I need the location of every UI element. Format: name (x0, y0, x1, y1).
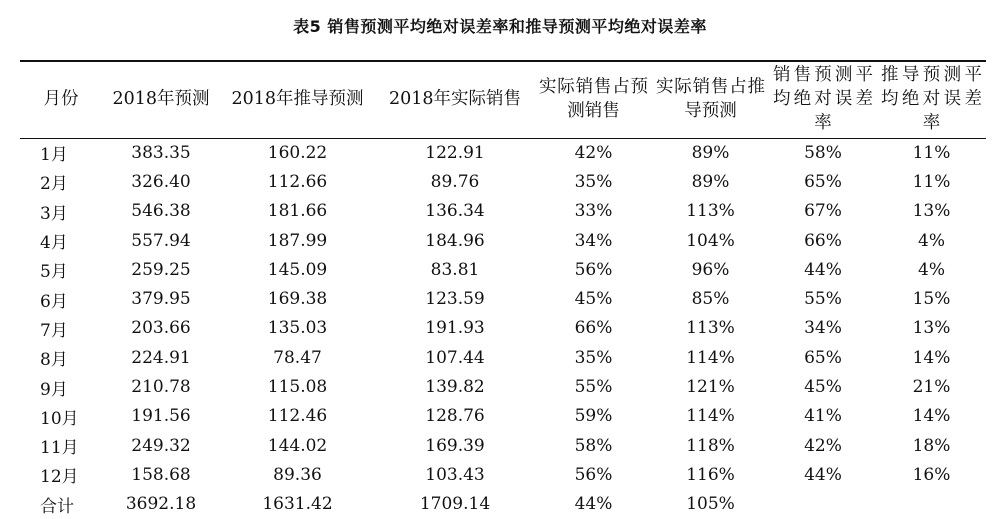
cell-actual-vs-forecast: 35% (574, 347, 613, 368)
cell-actual-vs-derived: 116% (686, 464, 735, 485)
cell-actual-vs-derived: 96% (691, 259, 730, 280)
cell-derived-forecast: 78.47 (273, 347, 322, 368)
cell-actual-vs-forecast: 44% (574, 494, 613, 515)
cell-actual-vs-derived: 89% (691, 142, 730, 163)
cell-actual-sales: 169.39 (425, 435, 485, 456)
cell-forecast: 210.78 (131, 377, 191, 398)
cell-derived-mape (877, 490, 986, 519)
cell-derived-forecast: 145.09 (267, 259, 328, 280)
cell-month: 10月 (40, 408, 79, 429)
cell-actual-vs-forecast: 58% (574, 435, 613, 456)
table-header-row (20, 60, 986, 138)
cell-derived-mape: 16% (912, 464, 951, 485)
cell-derived-mape: 21% (912, 377, 951, 398)
cell-month: 2月 (40, 174, 68, 195)
header-2018-forecast: 2018年预测 (112, 89, 210, 109)
table-row-total (20, 490, 986, 519)
cell-actual-vs-derived: 105% (686, 494, 735, 515)
header-month: 月份 (43, 89, 79, 109)
cell-derived-mape: 14% (912, 347, 951, 368)
cell-actual-vs-derived: 121% (686, 377, 735, 398)
cell-actual-vs-forecast: 35% (574, 171, 613, 192)
table-row (20, 314, 986, 343)
cell-derived-mape: 14% (912, 406, 951, 427)
cell-actual-vs-derived: 89% (691, 171, 730, 192)
cell-derived-mape: 18% (912, 435, 951, 456)
cell-derived-mape: 11% (912, 142, 951, 163)
cell-actual-sales: 123.59 (425, 289, 485, 310)
cell-derived-forecast: 115.08 (267, 377, 328, 398)
cell-actual-sales: 128.76 (425, 406, 485, 427)
cell-actual-vs-forecast: 66% (574, 318, 613, 339)
header-2018-derived-forecast: 2018年推导预测 (231, 89, 364, 109)
cell-derived-mape: 4% (918, 230, 945, 251)
cell-derived-forecast: 112.66 (267, 171, 328, 192)
cell-forecast: 326.40 (131, 171, 191, 192)
cell-actual-vs-forecast: 42% (574, 142, 613, 163)
cell-actual-sales: 89.76 (430, 171, 480, 192)
table-row (20, 226, 986, 255)
cell-derived-forecast: 187.99 (267, 230, 328, 251)
cell-actual-sales: 107.44 (425, 347, 485, 368)
cell-month: 5月 (40, 262, 68, 283)
cell-actual-vs-forecast: 34% (574, 230, 613, 251)
table-row (20, 431, 986, 460)
cell-actual-sales: 184.96 (425, 230, 485, 251)
cell-month: 7月 (40, 320, 68, 341)
cell-actual-vs-forecast: 33% (574, 201, 613, 222)
table-row (20, 167, 986, 196)
cell-derived-forecast: 181.66 (267, 201, 328, 222)
cell-forecast-mape: 67% (804, 201, 842, 222)
table-row (20, 460, 986, 489)
cell-derived-mape: 15% (912, 289, 951, 310)
cell-month: 6月 (40, 291, 68, 312)
cell-forecast-mape: 65% (804, 171, 842, 192)
cell-actual-sales: 122.91 (425, 142, 485, 163)
cell-actual-vs-forecast: 56% (574, 464, 613, 485)
cell-forecast: 191.56 (131, 406, 191, 427)
table-row (20, 284, 986, 313)
cell-month: 合计 (40, 496, 74, 517)
cell-forecast-mape: 58% (804, 142, 842, 163)
table-row (20, 255, 986, 284)
cell-forecast-mape (769, 490, 877, 519)
cell-derived-mape: 11% (912, 171, 951, 192)
cell-month: 8月 (40, 350, 68, 371)
header-forecast-mape: 销售预测平均绝对误差率 (773, 65, 873, 133)
table-row (20, 402, 986, 431)
cell-actual-sales: 139.82 (425, 377, 485, 398)
error-rate-table (20, 60, 986, 519)
cell-forecast: 259.25 (131, 259, 191, 280)
cell-forecast: 557.94 (131, 230, 191, 251)
cell-forecast-mape: 66% (804, 230, 842, 251)
cell-forecast-mape: 65% (804, 347, 842, 368)
table-row (20, 343, 986, 372)
cell-derived-forecast: 169.38 (267, 289, 328, 310)
cell-actual-sales: 136.34 (425, 201, 485, 222)
cell-actual-vs-derived: 114% (686, 347, 735, 368)
cell-actual-vs-forecast: 59% (574, 406, 613, 427)
header-derived-mape: 推导预测平均绝对误差率 (881, 65, 982, 133)
cell-derived-forecast: 144.02 (267, 435, 328, 456)
cell-forecast: 379.95 (131, 289, 191, 310)
cell-forecast-mape: 44% (804, 259, 842, 280)
cell-derived-mape: 4% (918, 259, 945, 280)
cell-forecast-mape: 55% (804, 289, 842, 310)
cell-actual-vs-derived: 118% (686, 435, 735, 456)
table-row (20, 197, 986, 226)
cell-forecast-mape: 44% (804, 464, 842, 485)
cell-actual-sales: 83.81 (430, 259, 480, 280)
cell-month: 4月 (40, 233, 68, 254)
header-actual-vs-forecast: 实际销售占预测销售 (539, 77, 648, 121)
table-title: 表5 销售预测平均绝对误差率和推导预测平均绝对误差率 (293, 17, 707, 36)
cell-forecast-mape: 41% (804, 406, 842, 427)
cell-forecast-mape: 34% (804, 318, 842, 339)
cell-forecast-mape: 45% (804, 377, 842, 398)
cell-forecast: 249.32 (131, 435, 191, 456)
cell-derived-forecast: 135.03 (267, 318, 328, 339)
cell-derived-forecast: 1631.42 (262, 494, 333, 515)
cell-actual-vs-derived: 113% (686, 201, 735, 222)
table-row (20, 372, 986, 401)
cell-month: 1月 (40, 145, 68, 166)
cell-forecast: 3692.18 (125, 494, 197, 515)
cell-actual-vs-derived: 104% (686, 230, 735, 251)
cell-forecast: 383.35 (131, 142, 191, 163)
cell-actual-vs-derived: 85% (691, 289, 730, 310)
cell-derived-mape: 13% (912, 201, 951, 222)
cell-actual-vs-derived: 114% (686, 406, 735, 427)
table-row (20, 138, 986, 167)
cell-actual-sales: 1709.14 (419, 494, 491, 515)
cell-derived-forecast: 112.46 (267, 406, 328, 427)
cell-actual-vs-forecast: 56% (574, 259, 613, 280)
cell-derived-forecast: 160.22 (267, 142, 328, 163)
cell-actual-sales: 103.43 (425, 464, 485, 485)
cell-actual-vs-derived: 113% (686, 318, 735, 339)
header-actual-vs-derived: 实际销售占推导预测 (656, 77, 765, 121)
cell-month: 12月 (40, 467, 79, 488)
cell-derived-forecast: 89.36 (273, 464, 322, 485)
cell-forecast: 546.38 (131, 201, 191, 222)
cell-forecast: 203.66 (131, 318, 191, 339)
cell-forecast-mape: 42% (804, 435, 842, 456)
cell-actual-vs-forecast: 45% (574, 289, 613, 310)
header-2018-actual-sales: 2018年实际销售 (388, 89, 522, 109)
cell-forecast: 224.91 (131, 347, 191, 368)
cell-month: 3月 (40, 203, 68, 224)
cell-month: 11月 (40, 438, 79, 459)
cell-actual-sales: 191.93 (425, 318, 485, 339)
cell-actual-vs-forecast: 55% (574, 377, 613, 398)
cell-month: 9月 (40, 379, 68, 400)
cell-derived-mape: 13% (912, 318, 951, 339)
cell-forecast: 158.68 (131, 464, 191, 485)
